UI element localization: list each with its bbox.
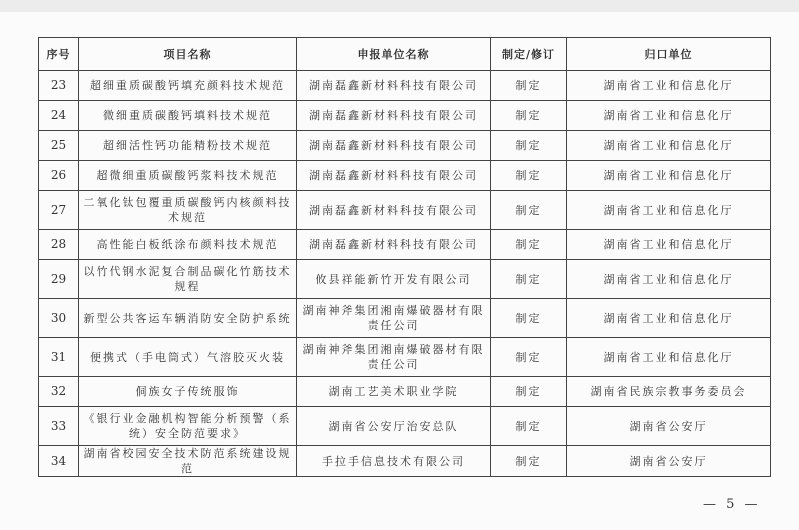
project-name: 便携式（手电筒式）气溶胶灭火装 [79, 338, 297, 377]
scan-edge [0, 0, 799, 12]
applicant-name: 湖南神斧集团湘南爆破器材有限责任公司 [297, 299, 491, 338]
table-header [39, 38, 771, 71]
table-row [39, 446, 771, 477]
table-row [39, 161, 771, 191]
row-index: 33 [39, 407, 79, 446]
applicant-name: 湖南磊鑫新材料科技有限公司 [297, 101, 491, 131]
applicant-name: 湖南磊鑫新材料科技有限公司 [297, 230, 491, 260]
table-row [39, 338, 771, 377]
header-applicant: 申报单位名称 [297, 38, 491, 71]
row-index: 24 [39, 101, 79, 131]
authority-name: 湖南省工业和信息化厅 [567, 260, 771, 299]
authority-name: 湖南省工业和信息化厅 [567, 131, 771, 161]
project-name: 《银行业金融机构智能分析预警（系统）安全防范要求》 [79, 407, 297, 446]
header-project: 项目名称 [79, 38, 297, 71]
page-number: — 5 — [703, 497, 761, 512]
authority-name: 湖南省工业和信息化厅 [567, 191, 771, 230]
table-row [39, 299, 771, 338]
project-name: 湖南省校园安全技术防范系统建设规范 [79, 446, 297, 477]
row-index: 30 [39, 299, 79, 338]
project-name: 新型公共客运车辆消防安全防护系统 [79, 299, 297, 338]
row-index: 31 [39, 338, 79, 377]
standards-table [38, 37, 771, 477]
applicant-name: 湖南磊鑫新材料科技有限公司 [297, 71, 491, 101]
applicant-name: 湖南工艺美术职业学院 [297, 377, 491, 407]
row-index: 25 [39, 131, 79, 161]
applicant-name: 湖南神斧集团湘南爆破器材有限责任公司 [297, 338, 491, 377]
revision-type: 制定 [491, 161, 567, 191]
applicant-name: 攸县祥能新竹开发有限公司 [297, 260, 491, 299]
table-row [39, 131, 771, 161]
revision-type: 制定 [491, 299, 567, 338]
table-row [39, 71, 771, 101]
revision-type: 制定 [491, 191, 567, 230]
project-name: 超细重质碳酸钙填充颜料技术规范 [79, 71, 297, 101]
authority-name: 湖南省公安厅 [567, 446, 771, 477]
project-name: 超细活性钙功能精粉技术规范 [79, 131, 297, 161]
row-index: 34 [39, 446, 79, 477]
authority-name: 湖南省工业和信息化厅 [567, 299, 771, 338]
row-index: 29 [39, 260, 79, 299]
row-index: 23 [39, 71, 79, 101]
authority-name: 湖南省工业和信息化厅 [567, 230, 771, 260]
table-row [39, 377, 771, 407]
table-row [39, 101, 771, 131]
revision-type: 制定 [491, 260, 567, 299]
table-row [39, 407, 771, 446]
applicant-name: 湖南磊鑫新材料科技有限公司 [297, 131, 491, 161]
authority-name: 湖南省工业和信息化厅 [567, 71, 771, 101]
project-name: 二氧化钛包覆重质碳酸钙内核颜料技术规范 [79, 191, 297, 230]
row-index: 28 [39, 230, 79, 260]
authority-name: 湖南省民族宗教事务委员会 [567, 377, 771, 407]
project-name: 微细重质碳酸钙填料技术规范 [79, 101, 297, 131]
authority-name: 湖南省工业和信息化厅 [567, 101, 771, 131]
header-index: 序号 [39, 38, 79, 71]
table-row [39, 191, 771, 230]
revision-type: 制定 [491, 338, 567, 377]
row-index: 27 [39, 191, 79, 230]
revision-type: 制定 [491, 101, 567, 131]
applicant-name: 湖南省公安厅治安总队 [297, 407, 491, 446]
revision-type: 制定 [491, 71, 567, 101]
project-name: 侗族女子传统服饰 [79, 377, 297, 407]
applicant-name: 湖南磊鑫新材料科技有限公司 [297, 161, 491, 191]
revision-type: 制定 [491, 407, 567, 446]
table-row [39, 260, 771, 299]
authority-name: 湖南省公安厅 [567, 407, 771, 446]
revision-type: 制定 [491, 377, 567, 407]
revision-type: 制定 [491, 446, 567, 477]
applicant-name: 手拉手信息技术有限公司 [297, 446, 491, 477]
applicant-name: 湖南磊鑫新材料科技有限公司 [297, 191, 491, 230]
revision-type: 制定 [491, 131, 567, 161]
authority-name: 湖南省工业和信息化厅 [567, 161, 771, 191]
project-name: 超微细重质碳酸钙浆料技术规范 [79, 161, 297, 191]
project-name: 以竹代钢水泥复合制品碳化竹筋技术规程 [79, 260, 297, 299]
row-index: 26 [39, 161, 79, 191]
project-name: 高性能白板纸涂布颜料技术规范 [79, 230, 297, 260]
table-row [39, 230, 771, 260]
revision-type: 制定 [491, 230, 567, 260]
row-index: 32 [39, 377, 79, 407]
header-authority: 归口单位 [567, 38, 771, 71]
authority-name: 湖南省工业和信息化厅 [567, 338, 771, 377]
header-type: 制定/修订 [491, 38, 567, 71]
